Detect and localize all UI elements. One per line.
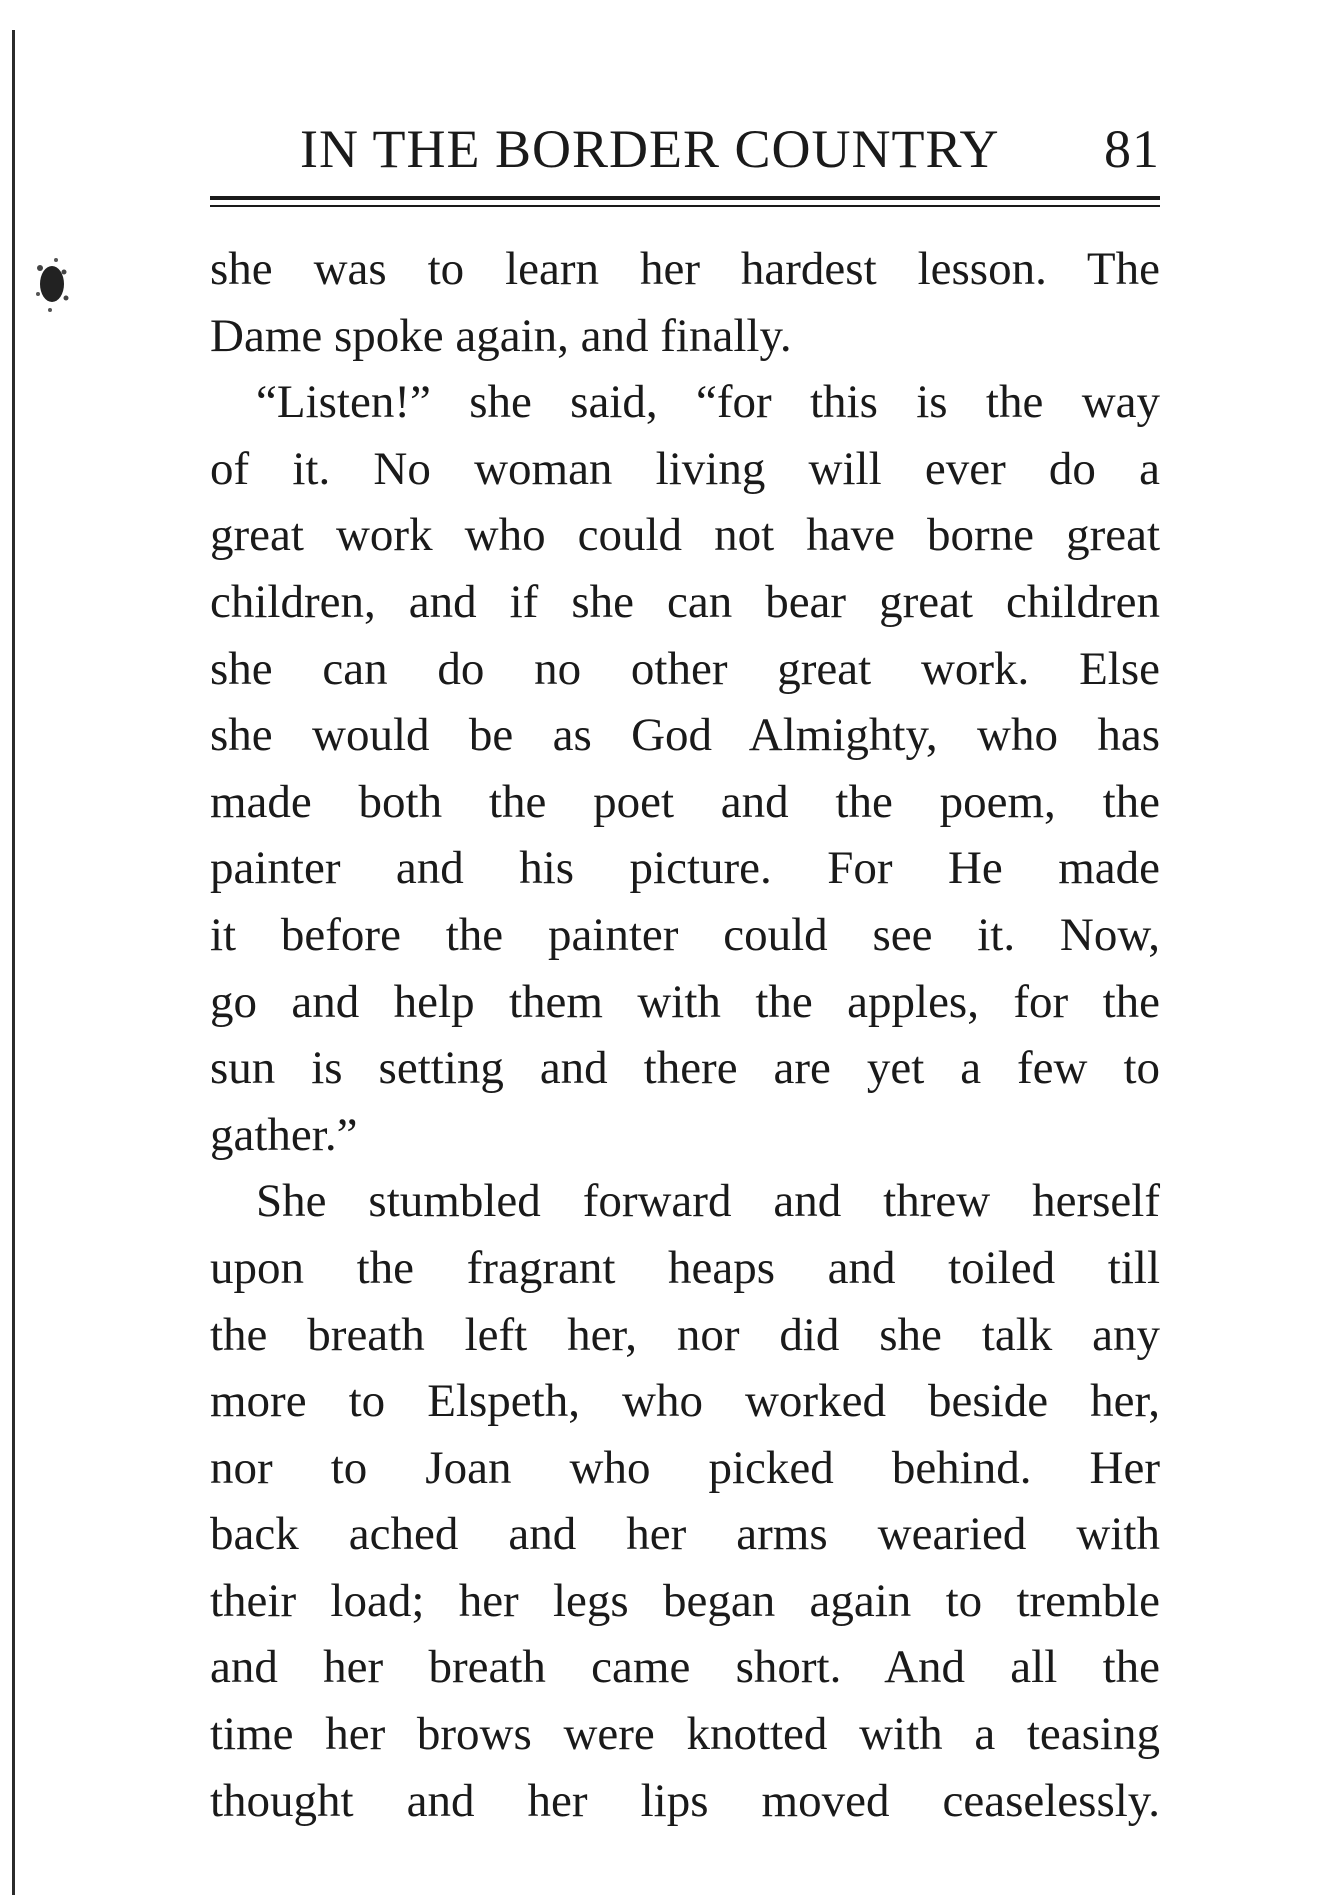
header-rule-thin xyxy=(210,205,1160,207)
page-number: 81 xyxy=(1104,119,1160,179)
text-line: She stumbled forward and threw herself xyxy=(256,1175,1160,1228)
ink-blot-mark xyxy=(30,250,74,320)
running-header xyxy=(300,118,1160,188)
text-line: she would be as God Almighty, who has xyxy=(210,709,1160,762)
text-line: it before the painter could see it. Now, xyxy=(210,908,1160,961)
text-line: thought and her lips moved ceaselessly. xyxy=(210,1774,1160,1827)
scan-margin-line xyxy=(12,30,15,1895)
text-line: made both the poet and the poem, the xyxy=(210,775,1160,828)
text-line: time her brows were knotted with a teasing xyxy=(210,1708,1160,1761)
text-line: children, and if she can bear great children xyxy=(210,575,1160,628)
text-line: the breath left her, nor did she talk any xyxy=(210,1308,1160,1361)
text-line: of it. No woman living will ever do a xyxy=(210,442,1160,495)
header-rule-thick xyxy=(210,196,1160,200)
text-line: Dame spoke again, and finally. xyxy=(210,309,792,362)
text-line: gather.” xyxy=(210,1108,358,1161)
text-line: upon the fragrant heaps and toiled till xyxy=(210,1241,1160,1294)
body-text xyxy=(210,236,1160,1834)
text-line: she can do no other great work. Else xyxy=(210,642,1160,695)
text-line: great work who could not have borne great xyxy=(210,509,1160,562)
text-line: more to Elspeth, who worked beside her, xyxy=(210,1375,1160,1428)
text-line: painter and his picture. For He made xyxy=(210,842,1160,895)
text-line: back ached and her arms wearied with xyxy=(210,1508,1160,1561)
text-line: “Listen!” she said, “for this is the way xyxy=(256,376,1160,429)
text-line: and her breath came short. And all the xyxy=(210,1641,1160,1694)
text-line: she was to learn her hardest lesson. The xyxy=(210,243,1160,295)
text-line: sun is setting and there are yet a few to xyxy=(210,1042,1160,1095)
text-line: nor to Joan who picked behind. Her xyxy=(210,1441,1160,1494)
text-line: go and help them with the apples, for the xyxy=(210,975,1160,1028)
header-title: IN THE BORDER COUNTRY xyxy=(300,119,1000,179)
text-line: their load; her legs began again to tremble xyxy=(210,1574,1160,1627)
